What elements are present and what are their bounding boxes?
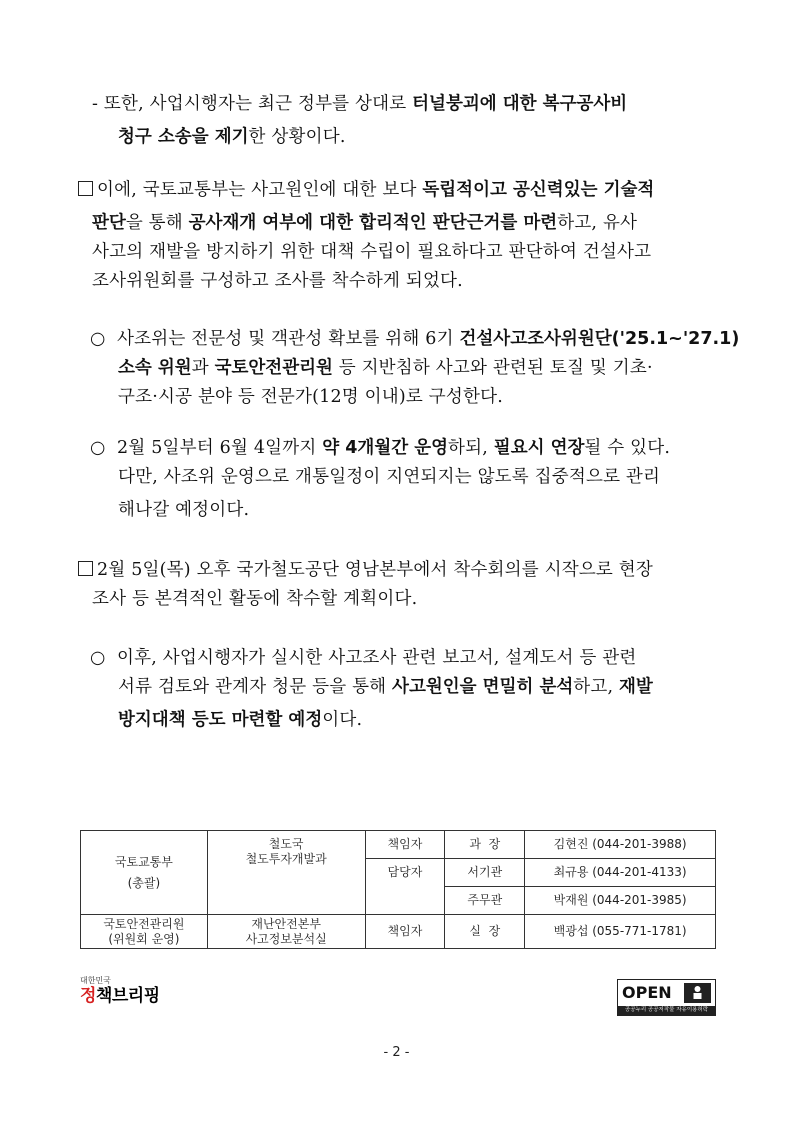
contact-title-cell: 실 장 [445, 915, 525, 949]
license-person-icon [684, 983, 711, 1003]
contact-role-cell: 책임자 [365, 915, 445, 949]
contact-org-cell: 국토교통부 (총괄) [81, 831, 208, 915]
paragraph-analysis-line2: 서류 검토와 관계자 청문 등을 통해 사고원인을 면밀히 분석하고, 재발 [118, 677, 653, 697]
contact-person-cell: 김현진 (044-201-3988) [525, 831, 716, 859]
contact-dept-cell: 철도국 철도투자개발과 [207, 831, 365, 915]
paragraph-members-line2: 소속 위원과 국토안전관리원 등 지반침하 사고와 관련된 토질 및 기초· [118, 358, 653, 378]
contact-title-cell: 주무관 [445, 887, 525, 915]
paragraph-kickoff-line2: 조사 등 본격적인 활동에 착수할 계획이다. [92, 589, 418, 609]
paragraph-schedule-line2: 다만, 사조위 운영으로 개통일정이 지연되지는 않도록 집중적으로 관리 [118, 467, 661, 487]
circle-bullet-icon: ○ [90, 648, 106, 668]
checkbox-bullet-icon [78, 561, 93, 576]
emphasis-text: 필요시 연장 [493, 438, 585, 458]
checkbox-bullet-icon [78, 181, 93, 196]
contact-title-cell: 서기관 [445, 859, 525, 887]
paragraph-members-line1: ○ 사조위는 전문성 및 객관성 확보를 위해 6기 건설사고조사위원단('25.1~'27.1) [90, 329, 740, 349]
paragraph-schedule-line3: 해나갈 예정이다. [118, 500, 250, 520]
emphasis-text: 독립적이고 공신력있는 기술적 [422, 180, 655, 200]
circle-bullet-icon: ○ [90, 329, 106, 349]
circle-bullet-icon: ○ [90, 438, 106, 458]
emphasis-text: 소속 위원 [118, 358, 192, 378]
page-number: - 2 - [383, 1045, 410, 1060]
emphasis-text: 판단 [92, 213, 126, 233]
contact-dept-cell: 재난안전본부 사고정보분석실 [207, 915, 365, 949]
emphasis-text: 약 4개월간 운영 [322, 438, 449, 458]
open-license-badge: OPEN 공공누리 공공저작물 자유이용허락 [617, 979, 716, 1016]
contact-table [80, 830, 716, 949]
paragraph-analysis-line3: 방지대책 등도 마련할 예정이다. [118, 710, 363, 730]
paragraph-lawsuit-line2: 청구 소송을 제기한 상황이다. [118, 127, 346, 147]
paragraph-schedule-line1: ○ 2월 5일부터 6월 4일까지 약 4개월간 운영하되, 필요시 연장될 수 있다. [90, 438, 671, 458]
emphasis-text: 재발 [619, 677, 653, 697]
emphasis-text: 터널붕괴에 대한 복구공사비 [412, 94, 628, 114]
emphasis-text: 사고원인을 면밀히 분석 [392, 677, 574, 697]
paragraph-kickoff-line1: 2월 5일(목) 오후 국가철도공단 영남본부에서 착수회의를 시작으로 현장 [78, 554, 653, 587]
paragraph-committee-line3: 사고의 재발을 방지하기 위한 대책 수립이 필요하다고 판단하여 건설사고 [92, 242, 652, 262]
contact-person-cell: 박재원 (044-201-3985) [525, 887, 716, 915]
contact-org-cell: 국토안전관리원 (위원회 운영) [81, 915, 208, 949]
paragraph-committee-line2: 판단을 통해 공사재개 여부에 대한 합리적인 판단근거를 마련하고, 유사 [92, 213, 638, 233]
paragraph-committee-line4: 조사위원회를 구성하고 조사를 착수하게 되었다. [92, 271, 463, 291]
contact-title-cell: 과 장 [445, 831, 525, 859]
paragraph-members-line3: 구조·시공 분야 등 전문가(12명 이내)로 구성한다. [118, 387, 503, 407]
policy-briefing-logo: 대한민국 정책브리핑 [80, 976, 160, 1006]
emphasis-text: 건설사고조사위원단('25.1~'27.1) [459, 329, 740, 349]
contact-person-cell: 백광섭 (055-771-1781) [525, 915, 716, 949]
emphasis-text: 국토안전관리원 [214, 358, 333, 378]
paragraph-analysis-line1: ○ 이후, 사업시행자가 실시한 사고조사 관련 보고서, 설계도서 등 관련 [90, 648, 637, 668]
contact-role-cell: 담당자 [365, 859, 445, 915]
emphasis-text: 공사재개 여부에 대한 합리적인 판단근거를 마련 [188, 213, 558, 233]
contact-role-cell: 책임자 [365, 831, 445, 859]
paragraph-lawsuit-line1: - 또한, 사업시행자는 최근 정부를 상대로 터널붕괴에 대한 복구공사비 [92, 94, 628, 114]
paragraph-committee-line1: 이에, 국토교통부는 사고원인에 대한 보다 독립적이고 공신력있는 기술적 [78, 174, 654, 207]
contact-person-cell: 최규용 (044-201-4133) [525, 859, 716, 887]
emphasis-text: 방지대책 등도 마련할 예정 [118, 710, 323, 730]
emphasis-text: 청구 소송을 제기 [118, 127, 249, 147]
